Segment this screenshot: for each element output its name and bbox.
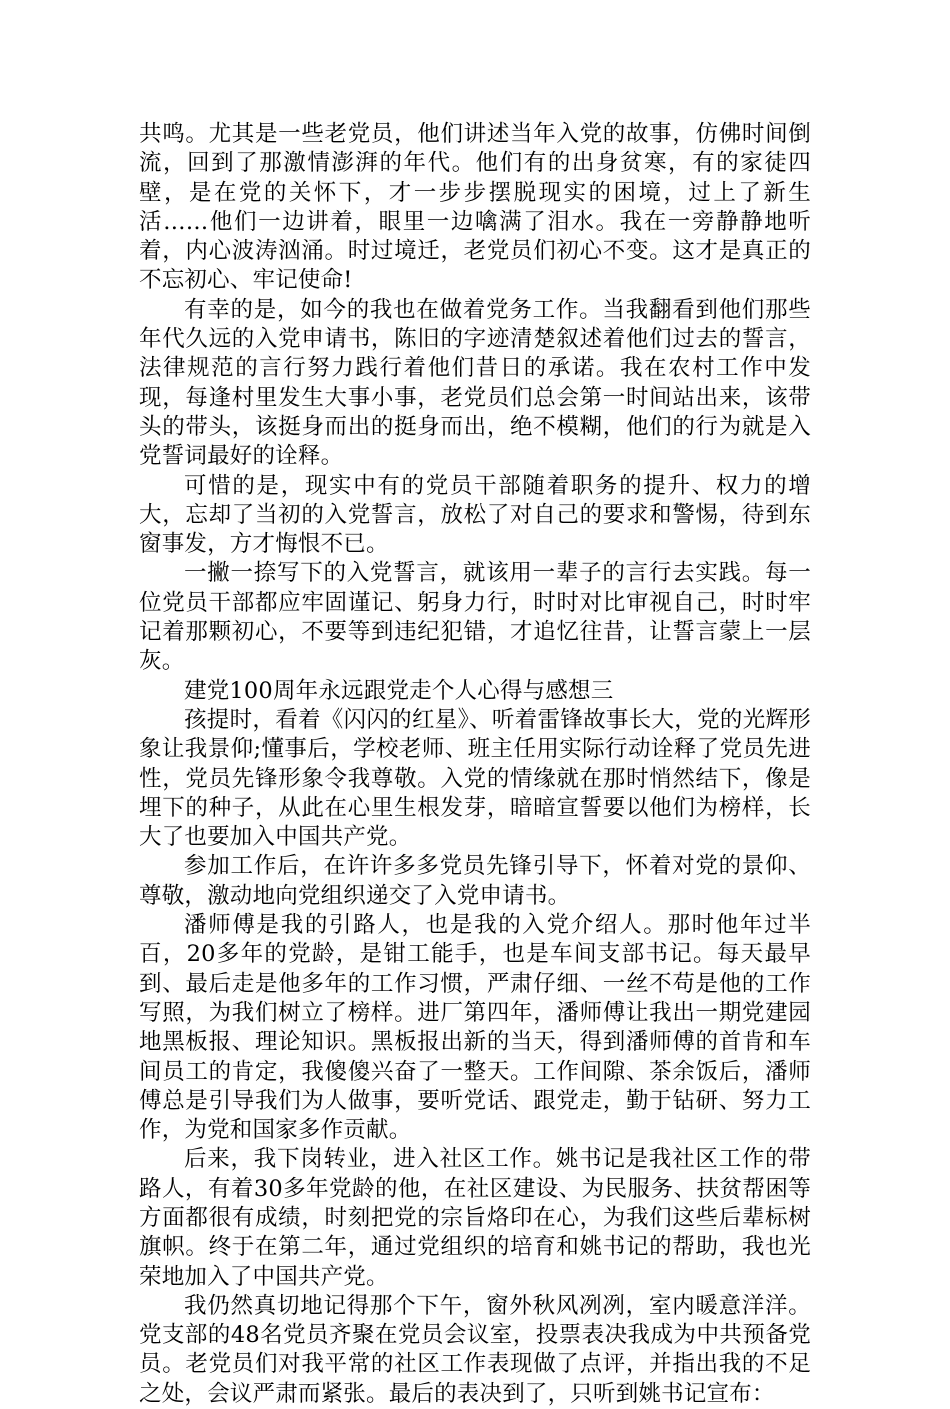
paragraph: 孩提时，看着《闪闪的红星》、听着雷锋故事长大，党的光辉形象让我景仰;懂事后，学校老师、班主任用实际行动诠释了党员先进性，党员先锋形象令我尊敬。入党的情缘就在那时悄然结下，像是埋下的种子，从此在心里生根发芽，暗暗宣誓要以他们为榜样，长大了也要加入中国共产党。 (139, 706, 811, 851)
paragraph: 一撇一捺写下的入党誓言，就该用一辈子的言行去实践。每一位党员干部都应牢固谨记、躬身力行，时时对比审视自己，时时牢记着那颗初心，不要等到违纪犯错，才追忆往昔，让誓言蒙上一层灰。 (139, 560, 811, 675)
paragraph: 后来，我下岗转业，进入社区工作。姚书记是我社区工作的带路人，有着30多年党龄的他，在社区建设、为民服务、扶贫帮困等方面都很有成绩，时刻把党的宗旨烙印在心，为我们这些后辈标树旗帜。终于在第二年，通过党组织的培育和姚书记的帮助，我也光荣地加入了中国共产党。 (139, 1146, 811, 1290)
section-heading: 建党100周年永远跟党走个人心得与感想三 (184, 677, 614, 704)
paragraph: 可惜的是，现实中有的党员干部随着职务的提升、权力的增大，忘却了当初的入党誓言，放松了对自己的要求和警惕，待到东窗事发，方才悔恨不已。 (139, 472, 811, 558)
paragraph: 共鸣。尤其是一些老党员，他们讲述当年入党的故事，仿佛时间倒流，回到了那激情澎湃的年代。他们有的出身贫寒，有的家徒四壁，是在党的关怀下，才一步步摆脱现实的困境，过上了新生活……他们一边讲着，眼里一边噙满了泪水。我在一旁静静地听着，内心波涛汹涌。时过境迁，老党员们初心不变。这才是真正的不忘初心、牢记使命! (139, 121, 811, 294)
paragraph: 我仍然真切地记得那个下午，窗外秋风冽冽，室内暖意洋洋。党支部的48名党员齐聚在党员会议室，投票表决我成为中共预备党员。老党员们对我平常的社区工作表现做了点评，并指出我的不足之处，会议严肃而紧张。最后的表决到了，只听到姚书记宣布： (139, 1292, 811, 1407)
document-body (139, 120, 811, 1409)
paragraph: 潘师傅是我的引路人，也是我的入党介绍人。那时他年过半百，20多年的党龄，是钳工能手，也是车间支部书记。每天最早到、最后走是他多年的工作习惯，严肃仔细、一丝不苟是他的工作写照，为我们树立了榜样。进厂第四年，潘师傅让我出一期党建园地黑板报、理论知识。黑板报出新的当天，得到潘师傅的首肯和车间员工的肯定，我傻傻兴奋了一整天。工作间隙、茶余饭后，潘师傅总是引导我们为人做事，要听党话、跟党走，勤于钻研、努力工作，为党和国家多作贡献。 (139, 912, 811, 1144)
paragraph: 有幸的是，如今的我也在做着党务工作。当我翻看到他们那些年代久远的入党申请书，陈旧的字迹清楚叙述着他们过去的誓言，法律规范的言行努力践行着他们昔日的承诺。我在农村工作中发现，每逢村里发生大事小事，老党员们总会第一时间站出来，该带头的带头，该挺身而出的挺身而出，绝不模糊，他们的行为就是入党誓词最好的诠释。 (139, 296, 811, 470)
paragraph: 参加工作后，在许许多多党员先锋引导下，怀着对党的景仰、尊敬，激动地向党组织递交了入党申请书。 (139, 853, 811, 909)
